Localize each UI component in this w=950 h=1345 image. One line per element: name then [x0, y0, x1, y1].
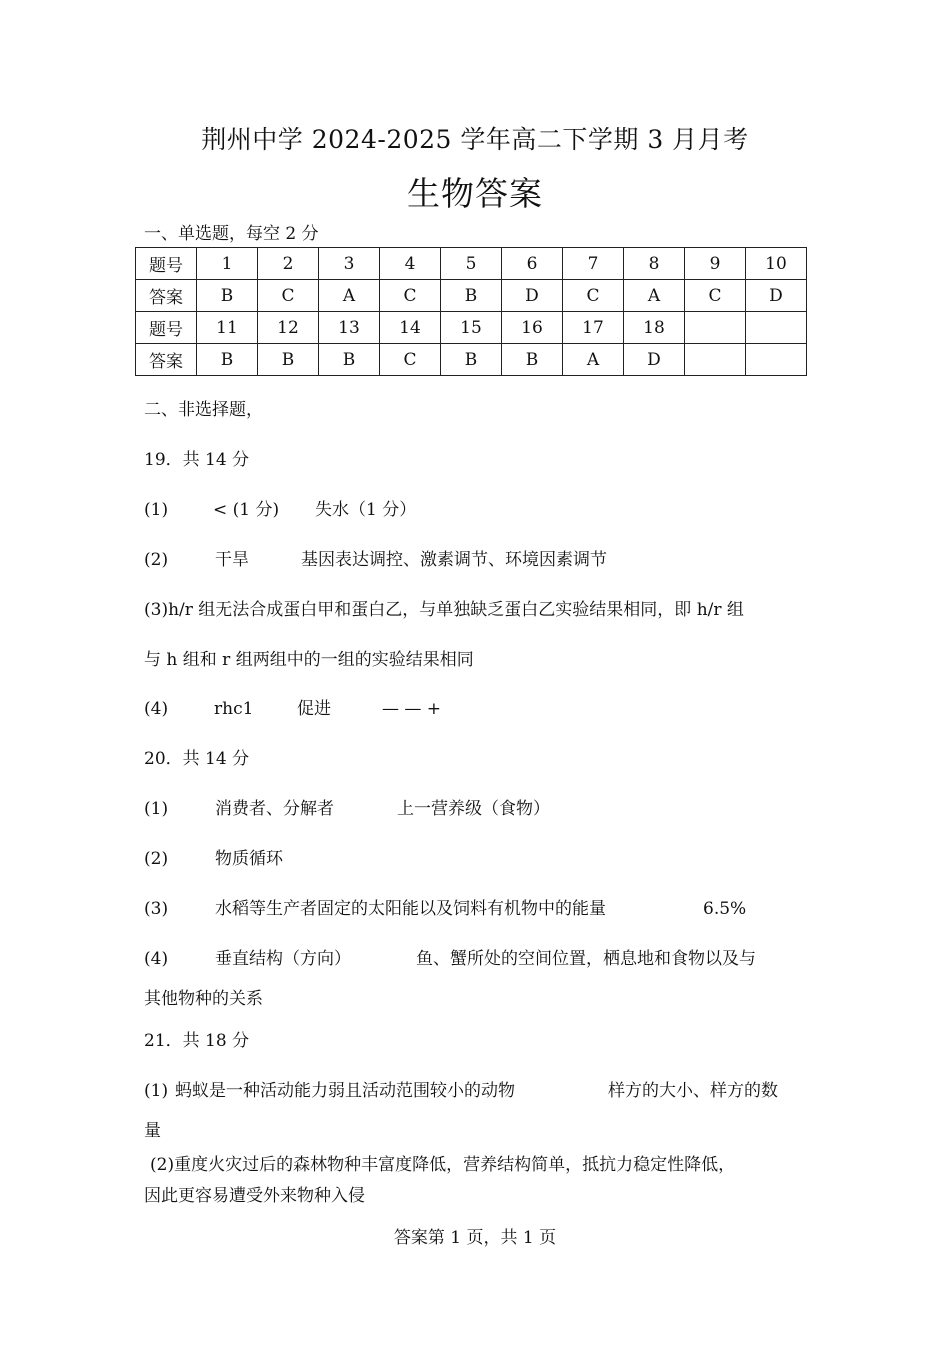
table-cell — [685, 344, 746, 376]
table-cell: 1 — [197, 248, 258, 280]
answer-text: — — + — [382, 699, 442, 719]
table-cell: A — [563, 344, 624, 376]
table-cell: 10 — [746, 248, 807, 280]
answer-text: 样方的大小、样方的数 — [608, 1081, 778, 1101]
table-row — [136, 312, 807, 344]
answer-text: 上一营养级（食物） — [397, 799, 550, 819]
table-cell: C — [380, 280, 441, 312]
q21-title: 21．共 18 分 — [144, 1031, 250, 1051]
table-cell: 12 — [258, 312, 319, 344]
table-cell: 8 — [624, 248, 685, 280]
table-cell: 7 — [563, 248, 624, 280]
answer-text: 干旱 — [215, 550, 249, 570]
table-cell: D — [746, 280, 807, 312]
exam-title: 荆州中学 2024-2025 学年高二下学期 3 月月考 — [201, 125, 749, 154]
table-cell: B — [197, 344, 258, 376]
table-cell: 5 — [441, 248, 502, 280]
table-cell: C — [258, 280, 319, 312]
q20-part4-line2: 其他物种的关系 — [144, 989, 263, 1009]
table-cell — [685, 312, 746, 344]
part-number: (1) — [144, 1081, 169, 1101]
part-number: (1) — [144, 500, 169, 520]
answer-text: 6.5% — [703, 899, 747, 919]
table-cell: A — [624, 280, 685, 312]
table-cell: 2 — [258, 248, 319, 280]
q20-title: 20．共 14 分 — [144, 749, 250, 769]
table-cell: 14 — [380, 312, 441, 344]
page-footer: 答案第 1 页，共 1 页 — [393, 1228, 557, 1248]
q19-part3-line2: 与 h 组和 r 组两组中的一组的实验结果相同 — [144, 650, 474, 670]
table-cell: C — [563, 280, 624, 312]
part-number: (2) — [144, 550, 169, 570]
answer-text: 水稻等生产者固定的太阳能以及饲料有机物中的能量 — [215, 899, 606, 919]
table-cell: B — [441, 344, 502, 376]
table-cell: A — [319, 280, 380, 312]
answer-text: 消费者、分解者 — [215, 799, 334, 819]
row-label: 答案 — [136, 280, 197, 312]
table-row — [136, 248, 807, 280]
exam-subtitle: 生物答案 — [407, 174, 543, 213]
answer-text: < (1 分) — [213, 500, 280, 520]
q21-part2-line1: (2)重度火灾过后的森林物种丰富度降低，营养结构简单，抵抗力稳定性降低， — [150, 1155, 736, 1175]
answer-text: 促进 — [297, 699, 331, 719]
table-cell: C — [380, 344, 441, 376]
table-cell: 18 — [624, 312, 685, 344]
q19-part2 — [144, 545, 607, 570]
table-cell — [746, 344, 807, 376]
answer-text: 基因表达调控、激素调节、环境因素调节 — [301, 550, 607, 570]
q21-part2-line2: 因此更容易遭受外来物种入侵 — [144, 1186, 365, 1206]
table-cell: 4 — [380, 248, 441, 280]
table-cell: C — [685, 280, 746, 312]
table-cell: B — [319, 344, 380, 376]
table-row — [136, 344, 807, 376]
q20-part2 — [144, 844, 283, 869]
q21-part1-line2: 量 — [144, 1121, 161, 1141]
answer-text: rhc1 — [214, 699, 254, 719]
q20-part4 — [144, 944, 756, 969]
answer-table — [135, 247, 807, 376]
table-cell: B — [258, 344, 319, 376]
q21-part1 — [144, 1076, 778, 1101]
table-cell: 3 — [319, 248, 380, 280]
table-cell: 17 — [563, 312, 624, 344]
answer-text: 垂直结构（方向） — [215, 949, 351, 969]
table-cell — [746, 312, 807, 344]
table-cell: 9 — [685, 248, 746, 280]
part-number: (1) — [144, 799, 169, 819]
table-cell: B — [197, 280, 258, 312]
table-cell: B — [502, 344, 563, 376]
answer-text: 鱼、蟹所处的空间位置，栖息地和食物以及与 — [416, 949, 756, 969]
answer-text: 失水（1 分） — [315, 500, 417, 520]
q19-part3-line1: (3)h/r 组无法合成蛋白甲和蛋白乙，与单独缺乏蛋白乙实验结果相同，即 h/r 组 — [144, 600, 744, 620]
section2-heading: 二、非选择题， — [144, 400, 263, 420]
q19-part4 — [144, 694, 441, 719]
part-number: (4) — [144, 699, 169, 719]
q19-title: 19．共 14 分 — [144, 450, 250, 470]
table-cell: D — [624, 344, 685, 376]
table-cell: B — [441, 280, 502, 312]
table-cell: 15 — [441, 312, 502, 344]
part-number: (4) — [144, 949, 169, 969]
table-row — [136, 280, 807, 312]
table-cell: 13 — [319, 312, 380, 344]
row-label: 答案 — [136, 344, 197, 376]
row-label: 题号 — [136, 248, 197, 280]
answer-text: 蚂蚁是一种活动能力弱且活动范围较小的动物 — [175, 1081, 515, 1101]
table-cell: 6 — [502, 248, 563, 280]
row-label: 题号 — [136, 312, 197, 344]
part-number: (3) — [144, 899, 169, 919]
q20-part1 — [144, 794, 550, 819]
q19-part1 — [144, 495, 416, 520]
section1-heading: 一、单选题，每空 2 分 — [144, 224, 319, 244]
part-number: (2) — [144, 849, 169, 869]
table-cell: 11 — [197, 312, 258, 344]
table-cell: 16 — [502, 312, 563, 344]
q20-part3 — [144, 894, 746, 919]
table-cell: D — [502, 280, 563, 312]
answer-text: 物质循环 — [215, 849, 283, 869]
